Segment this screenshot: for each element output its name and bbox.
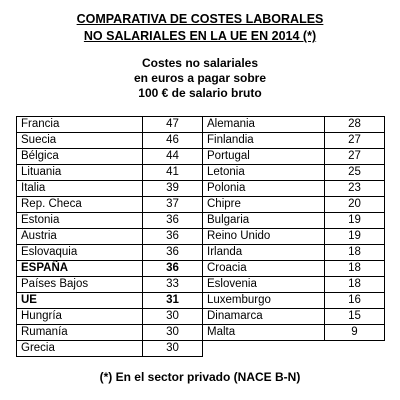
table-row [17,245,385,261]
country-name: Croacia [203,261,325,277]
country-name: Finlandia [203,133,325,149]
country-name: Eslovenia [203,277,325,293]
cost-value: 27 [325,133,385,149]
cost-value: 39 [143,181,203,197]
table-row [17,165,385,181]
cost-value: 37 [143,197,203,213]
table-row [17,197,385,213]
country-name: Rumanía [17,325,143,341]
country-name: Austria [17,229,143,245]
cost-value: 20 [325,197,385,213]
cost-value: 36 [143,229,203,245]
country-name: Lituania [17,165,143,181]
table-row [17,213,385,229]
table-row [17,309,385,325]
cost-value: 25 [325,165,385,181]
country-name: Suecia [17,133,143,149]
country-name: Letonia [203,165,325,181]
cost-value: 41 [143,165,203,181]
cost-value: 19 [325,229,385,245]
cost-value: 36 [143,213,203,229]
cost-value: 18 [325,261,385,277]
cost-value: 23 [325,181,385,197]
country-name: Rep. Checa [17,197,143,213]
table-row [17,181,385,197]
table-row [17,341,385,357]
table-row [17,229,385,245]
country-name: Alemania [203,117,325,133]
cost-value: 36 [143,245,203,261]
country-name: Países Bajos [17,277,143,293]
cost-value: 30 [143,309,203,325]
document-title-line-2: NO SALARIALES EN LA UE EN 2014 (*) [83,29,317,43]
cost-value: 18 [325,245,385,261]
country-name: Estonia [17,213,143,229]
cost-value: 19 [325,213,385,229]
table-row [17,149,385,165]
country-name: Reino Unido [203,229,325,245]
country-name: Eslovaquia [17,245,143,261]
country-name: Italia [17,181,143,197]
country-name: Malta [203,325,325,341]
cost-value: 18 [325,277,385,293]
cost-value: 36 [143,261,203,277]
document-title-line-1: COMPARATIVA DE COSTES LABORALES [76,12,324,26]
country-name: Hungría [17,309,143,325]
table-row [17,133,385,149]
subtitle-line-1: Costes no salariales [141,56,259,70]
country-name: Bulgaria [203,213,325,229]
cost-value: 27 [325,149,385,165]
country-name: Polonia [203,181,325,197]
subtitle-line-3: 100 € de salario bruto [138,86,262,100]
country-name: Luxemburgo [203,293,325,309]
country-name: Irlanda [203,245,325,261]
cost-value: 16 [325,293,385,309]
subtitle-line-2: en euros a pagar sobre [133,71,267,85]
empty-cell [325,341,385,357]
country-name: Bélgica [17,149,143,165]
cost-value: 46 [143,133,203,149]
table-row [17,117,385,133]
table-row-eu [17,293,385,309]
cost-value: 47 [143,117,203,133]
cost-value: 31 [143,293,203,309]
country-name: Portugal [203,149,325,165]
table-row-spain [17,261,385,277]
country-name: Chipre [203,197,325,213]
cost-value: 33 [143,277,203,293]
cost-comparison-table [16,116,385,357]
cost-value: 9 [325,325,385,341]
country-name: UE [17,293,143,309]
footnote: (*) En el sector privado (NACE B-N) [99,370,301,384]
empty-cell [203,341,325,357]
table-row [17,325,385,341]
country-name: Francia [17,117,143,133]
cost-value: 30 [143,325,203,341]
cost-value: 28 [325,117,385,133]
cost-value: 15 [325,309,385,325]
country-name: Dinamarca [203,309,325,325]
cost-value: 30 [143,341,203,357]
country-name: ESPAÑA [17,261,143,277]
table-row [17,277,385,293]
cost-value: 44 [143,149,203,165]
country-name: Grecia [17,341,143,357]
